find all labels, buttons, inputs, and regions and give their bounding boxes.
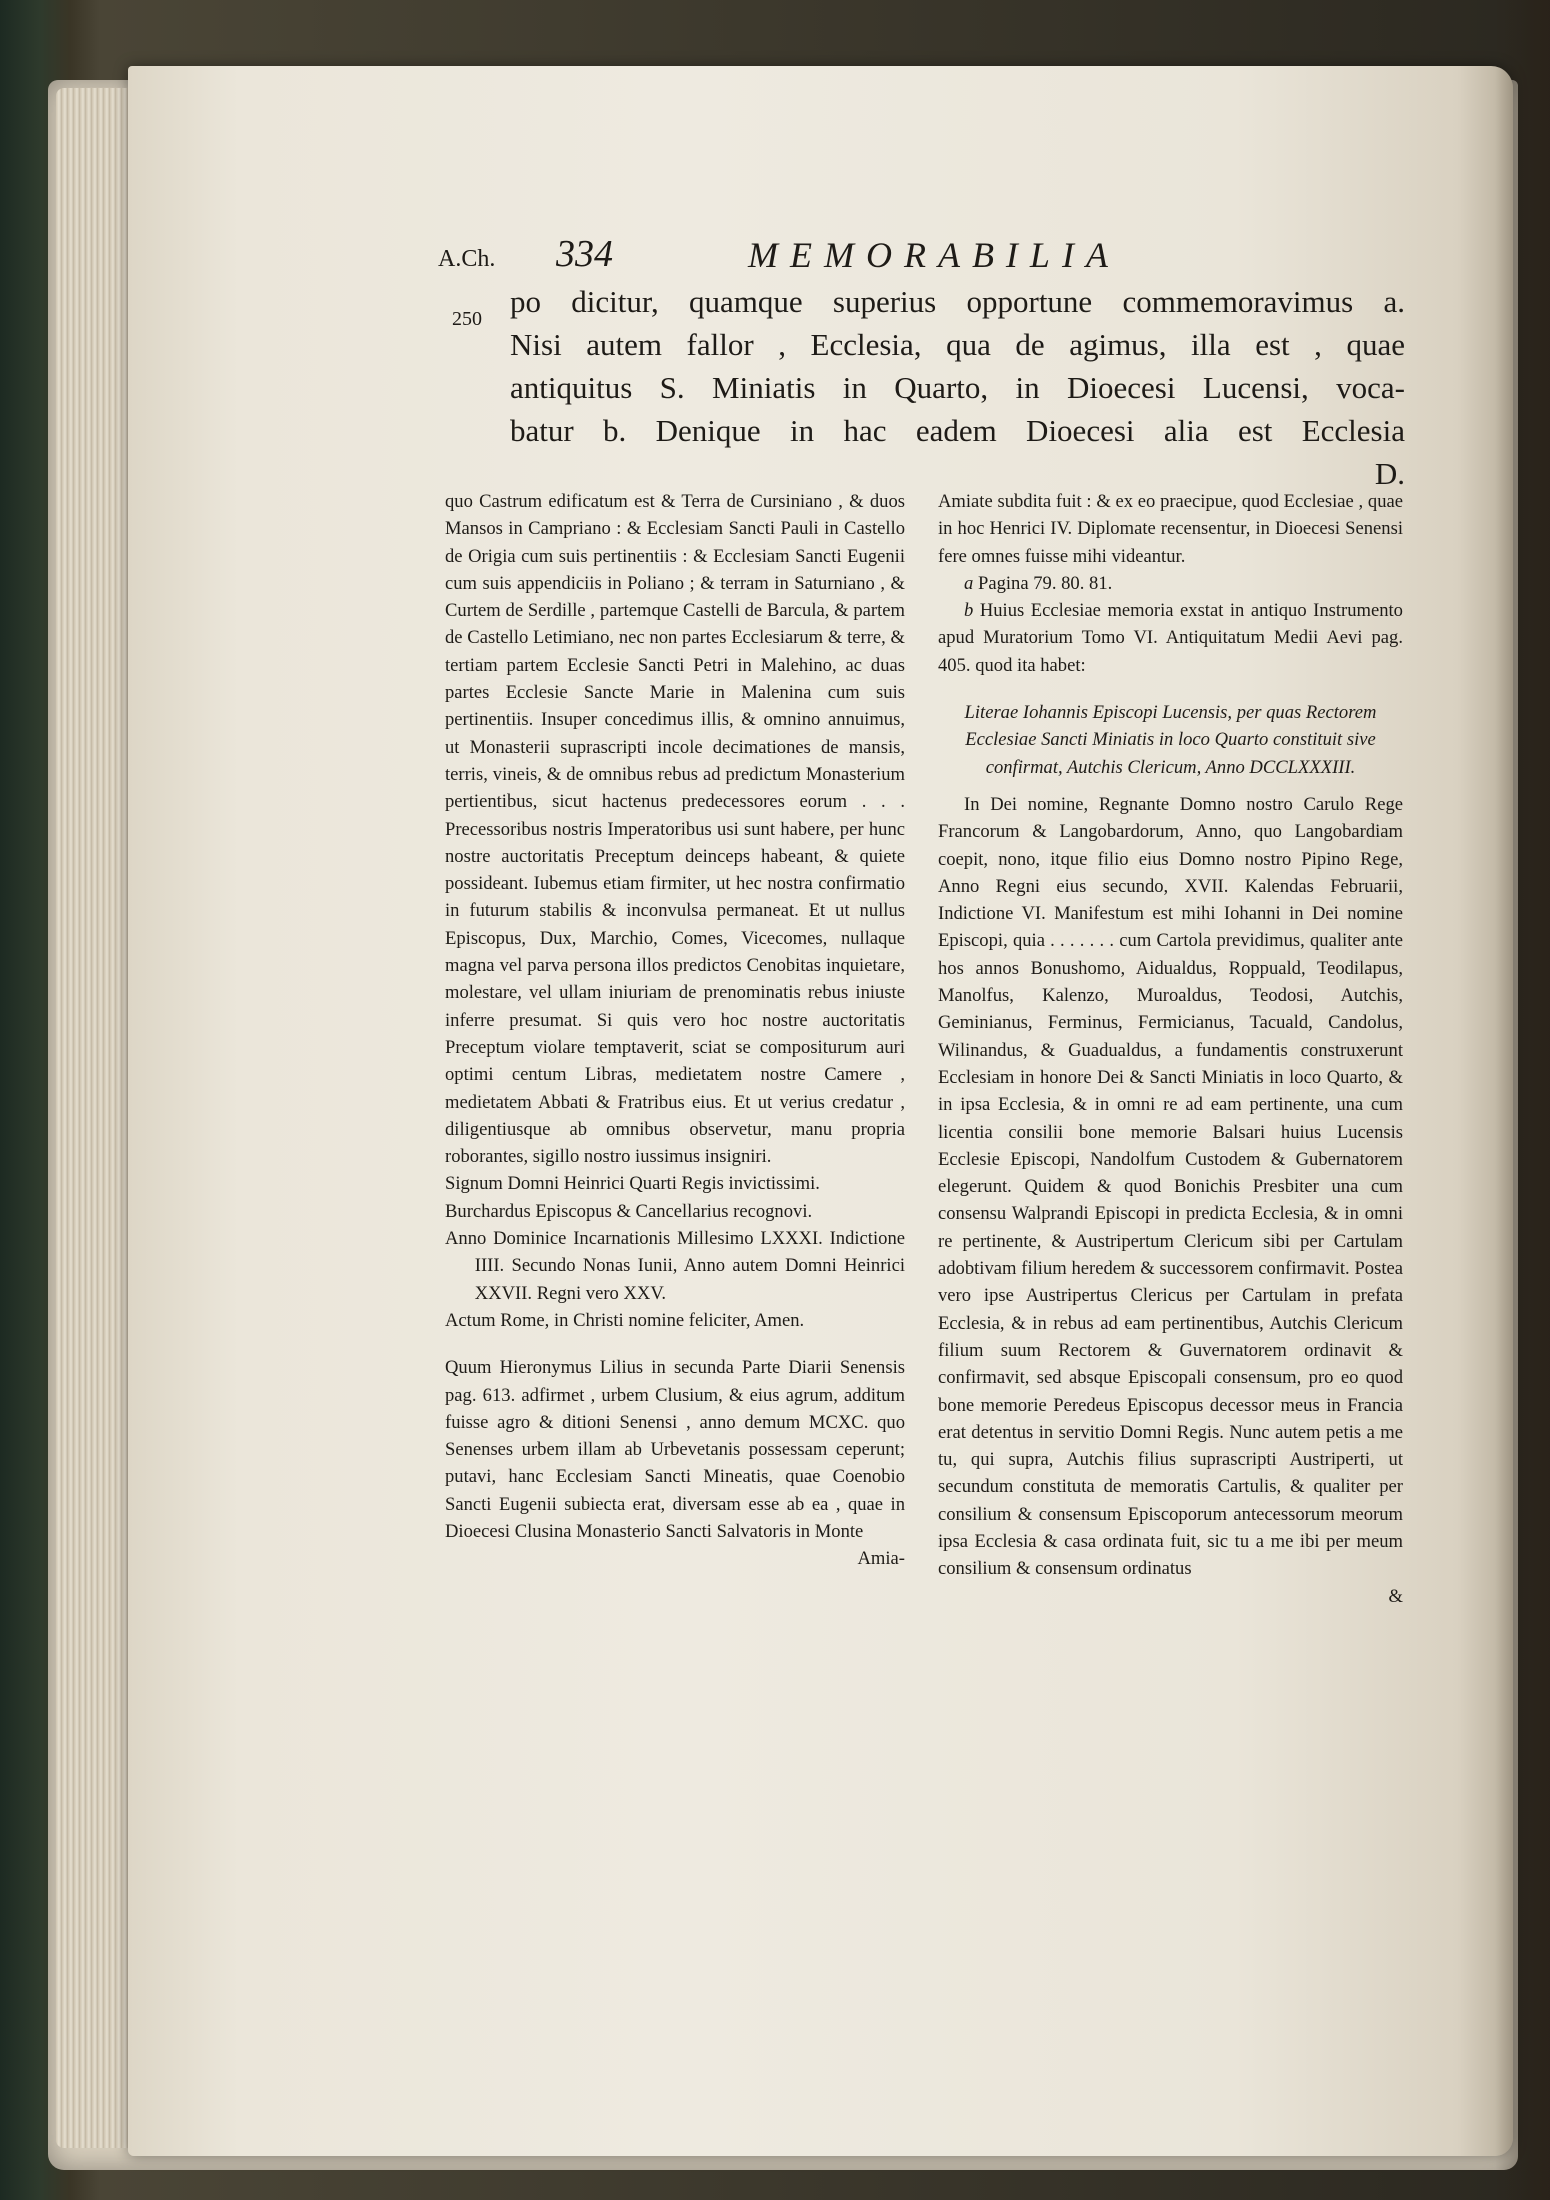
footnote-a-text: Pagina 79. 80. 81.: [977, 572, 1113, 594]
lead-line: po dicitur, quamque superius opportune commemoravimus a.: [510, 284, 1405, 319]
signum-line: Signum Domni Heinrici Quarti Regis invictissimi.: [445, 1173, 820, 1195]
footnote-a: [938, 570, 1403, 597]
footnote-a-label: a: [964, 572, 974, 594]
lead-paragraph: [510, 280, 1405, 495]
footnote-b-label: b: [964, 600, 974, 622]
charter-text: quo Castrum edificatum est & Terra de Cursiniano , & duos Mansos in Campriano : & Ecclesiam Sancti Pauli in Castello de Origia cum suis pertinentiis : & Ecclesiam Sancti Eugenii cum suis appendiciis in Poliano ; & terram in Saturniano , & Curtem de Serdille , partemque Castelli de Barcula, & partem de Castello Letimiano, nec non partes Ecclesiarum & terre, & tertiam partem Ecclesie Sancti Petri in Malehino, ac duas partes Ecclesie Sancte Marie in Malenina cum suis pertinentiis. Insuper concedimus illis, & omnino annuimus, ut Monasterii suprascripti incole decimationes de mansis, terris, vineis, & de omnibus rebus ad predictum Monasterium pertientibus, sicut hactenus predecessores eorum . . . Precessoribus nostris Imperatoribus usi sunt habere, per hunc nostre auctoritatis Preceptum deinceps habeant, & quiete possideant. Iubemus etiam firmiter, ut hec nostra confirmatio in futurum stabilis & inconvulsa permaneat. Et ut nullus Episcopus, Dux, Marchio, Comes, Vicecomes, nullaque magna vel parva persona illos predictos Cenobitas inquietare, molestare, vel ullam iniuriam de prenominatis rebus iniuste inferre presumat. Si quis vero hoc nostre auctoritatis Preceptum violare temptaverit, sciat se compositurum auri optimi centum Libras, medietatem nostre Camere , medietatem Abbati & Fratribus eius. Et ut verius credatur , diligentiusque ab omnibus observetur, manu propria roborantes, sigillo nostro iussimus insigniri.: [445, 491, 905, 1168]
page-gutter-shadow: [1495, 0, 1550, 2200]
spacer: [938, 781, 1403, 791]
running-head: [438, 232, 1258, 282]
lead-line: Nisi autem fallor , Ecclesia, qua de agimus, illa est , quae: [510, 327, 1405, 362]
right-column: [938, 488, 1403, 1610]
lead-line: batur b. Denique in hac eadem Dioecesi alia est Ecclesia: [510, 413, 1405, 448]
catchword: &: [1388, 1585, 1403, 1607]
year-label: A.Ch.: [438, 246, 496, 272]
footnote-b-text: Huius Ecclesiae memoria exstat in antiquo Instrumento apud Muratorium Tomo VI. Antiquitatum Medii Aevi pag. 405. quod ita habet:: [938, 600, 1403, 676]
actum-line: Actum Rome, in Christi nomine feliciter, Amen.: [445, 1309, 805, 1331]
lead-line-catchword: D.: [1374, 456, 1405, 491]
document-heading: Literae Iohannis Episcopi Lucensis, per quas Rectorem Ecclesiae Sancti Miniatis in loco Quarto constituit sive confirmat, Autchis Clericum, Anno DCCLXXXIII.: [964, 702, 1377, 778]
document-body: In Dei nomine, Regnante Domno nostro Carulo Rege Francorum & Langobardorum, Anno, quo Langobardiam coepit, nono, itque filio eius Domno nostro Pipino Rege, Anno Regni eius secundo, XVII. Kalendas Februarii, Indictione VI. Manifestum est mihi Iohanni in Dei nomine Episcopi, quia . . . . . . . cum Cartola previdimus, qualiter ante hos annos Bonushomo, Aidualdus, Roppuald, Teodilapus, Manolfus, Kalenzo, Muroaldus, Teodosi, Autchis, Geminianus, Ferminus, Fermicianus, Tacuald, Candolus, Wilinandus, & Guadualdus, a fundamentis construxerunt Ecclesiam in honore Dei & Sancti Miniatis in loco Quarto, & in ipsa Ecclesia, & in omni re ad eam pertinente, una cum licentia consilii bone memorie Balsari huius Lucensis Ecclesie Episcopi, Nandolfum Custodem & Gubernatorem elegerunt. Quidem & quod Bonichis Presbiter una cum consensu Walprandi Episcopi in predicta Ecclesia, & in omni re pertinente, & Austripertum Clericum sibi per Cartulam adobtivam filium heredem & successorem confirmavit. Postea vero ipse Austripertus Clericus per Cartulam in prefata Ecclesia, & in rebus ad eam pertinentibus, Autchis Clericum filium suum Rectorem & Guvernatorem ordinavit & confirmavit, sed absque Episcopali consensum, pro eo quod bone memorie Peredeus Episcopus decessor meus in Francia erat detentus in servitio Domni Regis. Nunc autem petis a me tu, qui supra, Autchis filius suprascripti Austriperti, ut secundum constituta de memoratis Cartulis, & qualiter per consilium & consensum Episcoporum antecessorum meorum ipsa Ecclesia & casa ordinata fuit, sic tu a me ibi per meum consilium & consensum ordinatus: [938, 793, 1403, 1580]
continuation-paragraph: Amiate subdita fuit : & ex eo praecipue, quod Ecclesiae , quae in hoc Henrici IV. Diplomate recensentur, in Dioecesi Senensi fere omnes fuisse mihi videantur.: [938, 491, 1403, 567]
footnote-b: [938, 597, 1403, 679]
page-number: 334: [556, 233, 613, 275]
left-column: [445, 488, 905, 1573]
lead-line: antiquitus S. Miniatis in Quarto, in Dioecesi Lucensi, voca-: [510, 370, 1405, 405]
running-title: MEMORABILIA: [748, 235, 1120, 275]
spacer: [938, 679, 1403, 699]
date-line: Anno Dominice Incarnationis Millesimo LXXXI. Indictione IIII. Secundo Nonas Iunii, Anno autem Domni Heinrici XXVII. Regni vero XXV.: [445, 1228, 905, 1304]
commentary-paragraph: Quum Hieronymus Lilius in secunda Parte Diarii Senensis pag. 613. adfirmet , urbem Clusium, & eius agrum, additum fuisse agro & ditioni Senensi , anno demum MCXC. quo Senenses urbem illam ab Urbevetanis possessam ceperunt; putavi, hanc Ecclesiam Sancti Mineatis, quae Coenobio Sancti Eugenii subiecta erat, diversam esse ab ea , quae in Dioecesi Clusina Monasterio Sancti Salvatoris in Monte: [445, 1357, 905, 1542]
chancellor-line: Burchardus Episcopus & Cancellarius recognovi.: [445, 1200, 813, 1222]
margin-year: 250: [452, 308, 482, 330]
catchword: Amia-: [857, 1548, 905, 1570]
spacer: [445, 1334, 905, 1354]
